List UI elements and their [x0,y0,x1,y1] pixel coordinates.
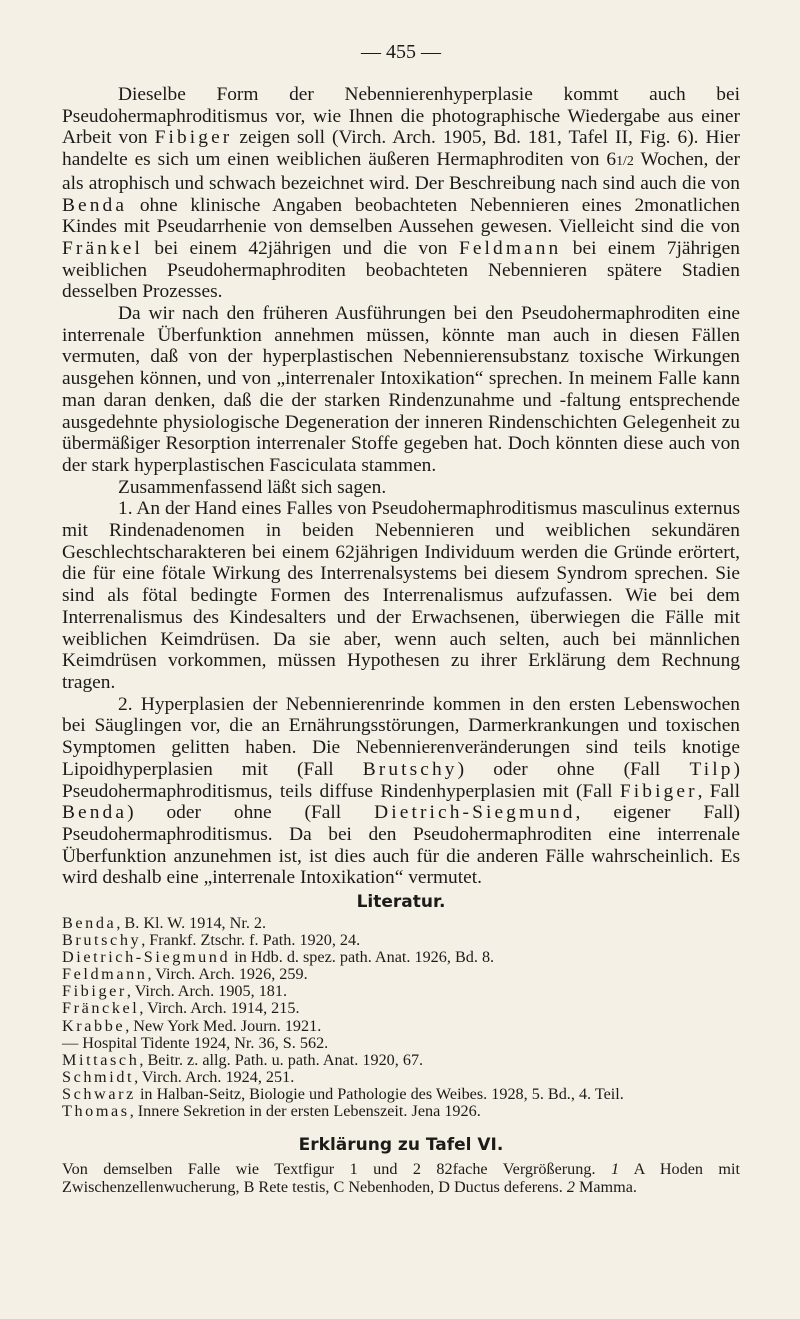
author-name: Dietrich-Siegmund [374,802,576,824]
reference-details: , Virch. Arch. 1914, 215. [139,999,300,1018]
reference-item [62,949,740,966]
paragraph [62,303,740,477]
reference-author: Thomas [62,1102,130,1121]
reference-details: , Beitr. z. allg. Path. u. path. Anat. 1920, 67. [139,1050,424,1069]
text-run: 1. An der Hand eines Falles von Pseudohermaphroditismus masculinus externus mit Rindenadenomen in beiden Nebennieren und weiblichen sekundären Geschlechtscharakteren bei einem 62jährigen Individuum werden die Gründe erörtert, die für eine fötale Wirkung des Interrenalsystems bei diesem Syndrom sprechen. Sie sind als fötal bedingte Formen des Interrenalismus aufzufassen. Wie bei dem Interrenalismus des Kindesalters und der Erwachsenen, überwiegen die Fälle mit weiblichen Keimdrüsen. Da sie aber, wenn auch selten, auch bei männlichen Keimdrüsen vorkommen, müssen Hypothesen zu ihrer Erklärung dem Rechnung tragen. [62,498,740,693]
text-run: ohne klinische Angaben beobachteten Nebennieren eines 2monatlichen Kindes mit Pseudarrhenie von demselben Aussehen gewesen. Vielleicht sind die von [62,194,740,238]
reference-author: Brutschy [62,931,142,950]
fraction: 1/2 [616,154,634,170]
author-name: Feldmann [458,237,562,259]
text-run: bei einem 42jährigen und die von [142,237,459,259]
reference-author: Fränckel [62,999,140,1018]
author-name: Tilp [689,758,734,780]
reference-author: Benda [62,914,117,933]
author-name: Fibiger [154,127,233,149]
reference-details: in Hdb. d. spez. path. Anat. 1926, Bd. 8. [230,948,495,967]
text-run: ) oder ohne (Fall [457,758,690,780]
text-run: ) oder ohne (Fall [127,802,375,824]
text-run: Wochen, der als atrophisch und schwach bezeichnet wird. Der Beschreibung nach sind auch die von [62,149,740,194]
reference-item [62,1018,740,1035]
reference-details: , Frankf. Ztschr. f. Path. 1920, 24. [141,931,361,950]
paragraph [62,498,740,693]
paragraph [62,477,740,499]
reference-item [62,966,740,983]
page-number: — 455 — [361,41,441,63]
reference-item [62,932,740,949]
text-run: Mamma. [574,1178,637,1197]
reference-details: — Hospital Tidente 1924, Nr. 36, S. 562. [62,1033,329,1052]
text-run: Da wir nach den früheren Ausführungen bei den Pseudohermaphroditen eine interrenale Überfunktion annehmen müssen, könnte man auch in diesen Fällen vermuten, daß von der hyperplastischen Nebennierensubstanz toxische Wirkungen ausgehen können, und von „interrenaler Intoxikation“ sprechen. In meinem Falle kann man daran denken, daß die der starken Rindenzunahme und -faltung entsprechende ausgedehnte physiologische Degeneration der inneren Rindenschichten Gelegenheit zu übermäßiger Resorption interrenaler Stoffe gegeben hat. Doch könnten diese auch von der stark hyperplastischen Fasciculata stammen. [62,303,740,476]
reference-author: Fibiger [62,982,127,1001]
reference-author: Feldmann [62,965,148,984]
reference-item [62,915,740,932]
text-run: , Fall [697,780,740,802]
reference-author: Schwarz [62,1084,136,1103]
reference-details: , Virch. Arch. 1924, 251. [134,1067,295,1086]
reference-item [62,1000,740,1017]
text-run: ) Pseudohermaphroditismus, teils diffuse Rindenhyperplasien mit (Fall [62,758,740,802]
text-run: Zusammenfassend läßt sich sagen. [118,476,387,498]
body-text [62,84,740,889]
reference-item [62,1035,740,1052]
paragraph [62,694,740,889]
reference-details: , Innere Sekretion in der ersten Lebenszeit. Jena 1926. [129,1102,481,1121]
text-run: zeigen soll (Virch. Arch. 1905, Bd. 181, Tafel II, Fig. 6). Hier handelte es sich um einen weiblichen äußeren Hermaphroditen von 6 [62,127,740,171]
reference-list [62,915,740,1120]
reference-details: in Halban-Seitz, Biologie und Pathologie des Weibes. 1928, 5. Bd., 4. Teil. [135,1084,624,1103]
page [62,40,740,1196]
author-name: Benda [62,194,128,216]
reference-details: , Virch. Arch. 1905, 181. [126,982,288,1001]
reference-author: Dietrich-Siegmund [62,948,231,967]
author-name: Benda [62,802,128,824]
reference-details: , New York Med. Journ. 1921. [125,1016,322,1035]
author-name: Fränkel [62,237,143,259]
reference-details: , B. Kl. W. 1914, Nr. 2. [116,914,267,933]
author-name: Fibiger [619,780,698,802]
figure-number: 2 [566,1178,575,1197]
text-run: A Hoden mit Zwischenzellenwucherung, B Rete testis, C Nebenhoden, D Ductus deferens. [62,1160,740,1197]
text-run: Dieselbe Form der Nebennierenhyperplasie kommt auch bei Pseudohermaphroditismus vor, wie Ihnen die photographische Wiedergabe aus einer Arbeit von [62,84,740,149]
paragraph [62,84,740,303]
reference-item [62,1103,740,1120]
text-run: 2. Hyperplasien der Nebennierenrinde kommen in den ersten Lebenswochen bei Säuglingen vor, die an Ernährungsstörungen, Darmerkrankungen und toxischen Symptomen gelitten haben. Die Nebennierenveränderungen sind teils knotige Lipoidhyperplasien mit (Fall [62,693,740,780]
reference-item [62,1069,740,1086]
reference-details: , Virch. Arch. 1926, 259. [147,965,308,984]
figure-number: 1 [610,1160,620,1179]
text-run: Von demselben Falle wie Textfigur 1 und 2 82fache Vergrößerung. [62,1160,611,1179]
reference-author: Krabbe [62,1016,126,1035]
plate-explanation-heading: Erklärung zu Tafel VI. [298,1135,504,1156]
literature-heading: Literatur. [356,892,446,913]
reference-item [62,983,740,1000]
text-run: , eigener Fall) Pseudohermaphroditismus. Da bei den Pseudohermaphroditen eine interrenale Überfunktion anzunehmen ist, ist dies auch für die anderen Fälle wahrscheinlich. Es wird deshalb eine „interrenale Intoxikation“ vermutet. [62,802,740,889]
reference-item [62,1052,740,1069]
author-name: Brutschy [362,758,458,780]
plate-explanation [62,1160,740,1196]
reference-author: Mittasch [62,1050,140,1069]
reference-item [62,1086,740,1103]
text-run: bei einem 7jährigen weiblichen Pseudohermaphroditen beobachteten Nebennieren spätere Stadien desselben Prozesses. [62,237,740,303]
reference-author: Schmidt [62,1067,135,1086]
